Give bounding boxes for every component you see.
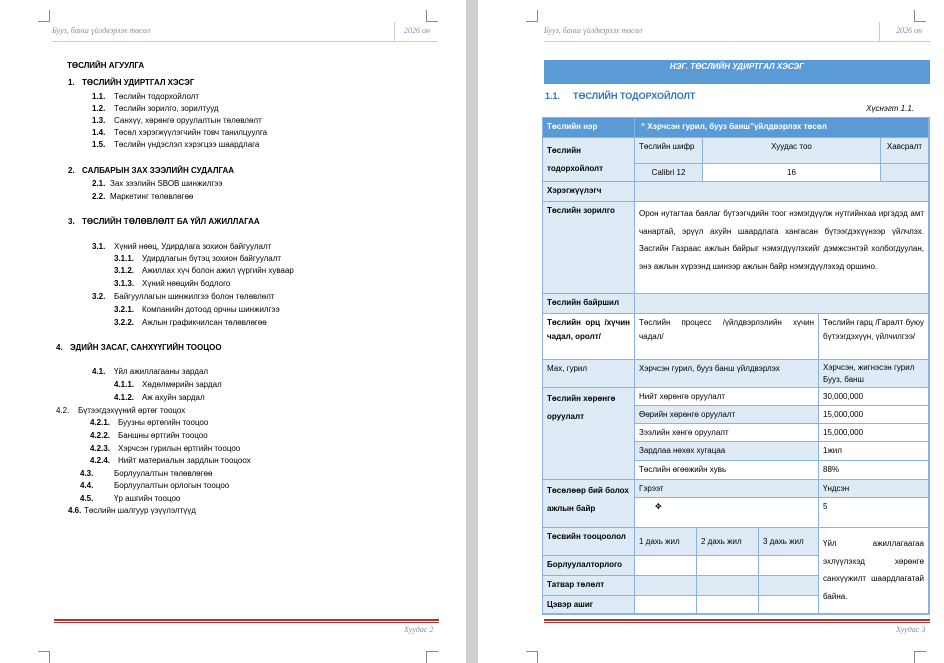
toc-number: 2.2.	[92, 192, 106, 201]
toc-text: Төслийн тодорхойлолт	[114, 92, 200, 101]
toc-number: 4.1.1.	[114, 380, 135, 389]
toc-number: 4.2.3.	[90, 444, 111, 453]
output-value: Хэрчсэн, жигнэсэн гурил Бууз, банш	[819, 360, 929, 388]
toc-entry[interactable]	[114, 393, 205, 402]
toc-text: ТӨСЛИЙН ТӨЛӨВЛӨЛТ БА ҮЙЛ АЖИЛЛАГАА	[82, 217, 260, 226]
toc-text: Борлуулалтын орлогын тооцоо	[114, 481, 230, 490]
invest-row-label: Төслийн өгөөжийн хувь	[635, 461, 819, 480]
toc-number: 1.2.	[92, 104, 106, 113]
toc-entry[interactable]	[68, 166, 234, 175]
profit-y1	[635, 596, 697, 614]
font-label: Төслийн шифр	[635, 138, 703, 164]
footer-rule	[544, 619, 930, 623]
toc-text: Бүтээгдэхүүний өртөг тооцох	[78, 406, 186, 415]
goal-label: Төслийн зорилго	[543, 202, 635, 294]
page-2	[0, 0, 466, 663]
invest-row-value: 1жил	[819, 442, 929, 461]
permanent-label: Үндсэн	[819, 480, 929, 498]
tax-label: Татвар төлөлт	[543, 576, 635, 596]
output-label: Төслийн гарц /Гаралт буюу бүтээгдэхүүн, үйлчилгээ/	[819, 314, 929, 360]
project-name-label: Төслийн нэр	[543, 118, 635, 138]
crop-mark	[426, 651, 438, 663]
crop-mark	[426, 10, 438, 22]
page-number: Хуудас 3	[896, 625, 926, 634]
toc-entry[interactable]	[80, 469, 212, 478]
calc-note: Үйл ажиллагаагаа эхлүүлэхэд хөрөнгө санхүүжилт шаардлагатай байна.	[819, 528, 929, 614]
section-heading	[545, 91, 695, 101]
header-underline	[544, 41, 930, 42]
toc-text: Хэрчсэн гурилын өртгийн тооцоо	[118, 444, 241, 453]
crop-mark	[914, 10, 926, 22]
toc-text: Удирдлагын бүтэц зохион байгуулалт	[142, 254, 282, 263]
toc-entry[interactable]	[92, 367, 208, 376]
toc-number: 4.2.1.	[90, 418, 111, 427]
toc-number: 3.1.2.	[114, 266, 135, 275]
toc-text: Компанийн дотоод орчны шинжилгээ	[142, 305, 280, 314]
toc-entry[interactable]	[114, 305, 280, 314]
toc-text: САЛБАРЫН ЗАХ ЗЭЭЛИЙН СУДАЛГАА	[82, 166, 235, 175]
header-divider	[879, 22, 880, 42]
invest-row-value: 88%	[819, 461, 929, 480]
toc-number: 3.1.3.	[114, 279, 135, 288]
toc-number: 1.	[68, 78, 75, 87]
toc-number: 4.2.2.	[90, 431, 111, 440]
implementer-value	[635, 182, 929, 202]
invest-row-value: 30,000,000	[819, 388, 929, 406]
toc-number: 1.3.	[92, 116, 106, 125]
toc-entry[interactable]	[92, 192, 193, 201]
invest-row-label: Зээлийн хөнгө оруулалт	[635, 424, 819, 442]
toc-entry[interactable]	[114, 380, 222, 389]
invest-row-label: Өөрийн хөрөнгө оруулалт	[635, 406, 819, 424]
crop-mark	[38, 651, 50, 663]
toc-entry[interactable]	[92, 128, 267, 137]
tax-y1	[635, 576, 697, 596]
toc-number: 4.2.	[56, 406, 70, 415]
toc-text: Төслийн шалгуур үзүүлэлтүүд	[84, 506, 196, 515]
header-title: Бууз, банш үйлдвэрлэх төсөл	[52, 26, 151, 35]
sales-y3	[759, 556, 819, 576]
toc-entry[interactable]	[92, 179, 222, 188]
year-1: 1 дахь жил	[635, 528, 697, 556]
invest-row-value: 15,000,000	[819, 406, 929, 424]
permanent-value: 5	[819, 498, 929, 528]
toc-text: Борлуулалтын төлөвлөгөө	[114, 469, 213, 478]
header-year: 2026 он	[404, 26, 430, 35]
toc-text: ЭДИЙН ЗАСАГ, САНХҮҮГИЙН ТООЦОО	[70, 343, 222, 352]
toc-number: 4.5.	[80, 494, 94, 503]
page-number: Хуудас 2	[404, 625, 434, 634]
toc-number: 3.2.1.	[114, 305, 135, 314]
toc-entry[interactable]	[114, 266, 294, 275]
toc-number: 4.3.	[80, 469, 94, 478]
toc-text: Нийт материалын зардлын тооцоох	[118, 456, 251, 465]
toc-number: 1.5.	[92, 140, 106, 149]
toc-text: Аж ахуйн зардал	[142, 393, 205, 402]
page-header	[52, 22, 438, 42]
contract-value	[635, 498, 819, 528]
crop-mark	[38, 10, 50, 22]
toc-text: ТӨСЛИЙН УДИРТГАЛ ХЭСЭГ	[82, 78, 195, 87]
toc-text: Үйл ажиллагааны зардал	[114, 367, 209, 376]
invest-row-label: Зардлаа нөхөх хугацаа	[635, 442, 819, 461]
toc-text: Ажлын графикчилсан төлөвлөгөө	[142, 318, 267, 327]
page-header	[544, 22, 930, 42]
toc-number: 3.2.2.	[114, 318, 135, 327]
toc-entry[interactable]	[92, 140, 259, 149]
toc-number: 2.	[68, 166, 75, 175]
toc-title: ТӨСЛИЙН АГУУЛГА	[67, 61, 145, 70]
attachment-value	[881, 164, 929, 182]
page-gap	[466, 0, 478, 663]
profit-label: Цэвэр ашиг	[543, 596, 635, 614]
io-label: Төслийн орц /хүчин чадал, оролт/	[543, 314, 635, 360]
toc-text: Санхүү, хөрөнгө оруулалтын төлөвлөлт	[114, 116, 262, 125]
location-label: Төслийн байршил	[543, 294, 635, 314]
section-title: ТӨСЛИЙН ТОДОРХОЙЛОЛТ	[573, 91, 696, 101]
toc-text: Ажиллах хүч болон ажил үүргийн хуваар	[142, 266, 294, 275]
toc-entry[interactable]	[90, 418, 208, 427]
attachment-label: Хавсралт	[881, 138, 929, 164]
toc-entry[interactable]	[90, 456, 251, 465]
toc-entry[interactable]	[68, 78, 194, 87]
toc-number: 4.6.	[68, 506, 82, 515]
toc-entry[interactable]	[92, 104, 219, 113]
toc-number: 4.2.4.	[90, 456, 111, 465]
process-label: Төслийн процесс /үйлдвэрлэлийн хүчин чадал/	[635, 314, 819, 360]
toc-number: 2.1.	[92, 179, 106, 188]
invest-row-label: Нийт хөрөнгө оруулалт	[635, 388, 819, 406]
crop-mark	[526, 10, 538, 22]
toc-number: 3.1.	[92, 242, 106, 251]
toc-number: 4.4.	[80, 481, 94, 490]
toc-number: 3.1.1.	[114, 254, 135, 263]
toc-number: 1.1.	[92, 92, 106, 101]
tax-y2	[697, 576, 759, 596]
toc-entry[interactable]	[68, 506, 196, 515]
contract-label: Гэрээт	[635, 480, 819, 498]
goal-text: Орон нутагтаа баялаг бүтээгчдийн тоог нэмэгдүүлж нутгийнхаа иргэдэд амт чанартай, эрүүл ахуйн шаардлага хангасан бүтээгдэхүүнээр үйлчлэх. Засгийн Газраас ажлын байрыг нэмэгдүүлэхийг дэмжсэнтэй холбогдуулан, энэ ажлын хүрээнд шинээр ажлын байр нэмэгдүүлэхэд оршино.	[635, 202, 929, 294]
toc-entry[interactable]	[114, 279, 230, 288]
calc-label: Төсвийн тооцоолол	[543, 528, 635, 556]
crop-mark	[526, 651, 538, 663]
table-caption: Хүснэгт 1.1.	[866, 104, 914, 113]
section-number: 1.1.	[545, 91, 561, 101]
year-2: 2 дахь жил	[697, 528, 759, 556]
implementer-label: Хэрэгжүүлэгч	[543, 182, 635, 202]
header-underline	[52, 41, 438, 42]
toc-entry[interactable]	[92, 292, 275, 301]
year-3: 3 дахь жил	[759, 528, 819, 556]
toc-number: 3.2.	[92, 292, 106, 301]
footer-rule	[54, 619, 439, 623]
header-divider	[394, 22, 395, 42]
toc-number: 1.4.	[92, 128, 106, 137]
toc-text: Баншны өртгийн тооцоо	[118, 431, 208, 440]
toc-entry[interactable]	[92, 92, 199, 101]
jobs-label: Төсөлөөр бий болох ажлын байр	[543, 480, 635, 528]
input-value: Мах, гурил	[543, 360, 635, 388]
toc-text: Хөдөлмөрийн зардал	[142, 380, 222, 389]
toc-number: 3.	[68, 217, 75, 226]
location-value	[635, 294, 929, 314]
definition-label: Төслийн тодорхойлолт	[543, 138, 635, 182]
toc-entry[interactable]	[114, 318, 267, 327]
toc-text: Маркетинг төлөвлөгөө	[110, 192, 194, 201]
invest-row-value: 15,000,000	[819, 424, 929, 442]
process-value: Хэрчсэн гурил, бууз банш үйлдвэрлэх	[635, 360, 819, 388]
header-year: 2026 он	[896, 26, 922, 35]
toc-text: Буузны өртөгийн тооцоо	[118, 418, 209, 427]
chapter-heading: НЭГ. ТӨСЛИЙН УДИРТГАЛ ХЭСЭГ	[544, 60, 930, 84]
toc-entry[interactable]	[80, 481, 229, 490]
investment-label: Төслийн хөрөнгө оруулалт	[543, 388, 635, 480]
toc-number: 4.1.	[92, 367, 106, 376]
font-value: Calibri 12	[635, 164, 703, 182]
crop-mark	[914, 651, 926, 663]
profit-y2	[697, 596, 759, 614]
toc-text: Зах зээлийн SВОВ шинжилгээ	[110, 179, 223, 188]
toc-entry[interactable]	[80, 494, 180, 503]
toc-text: Байгууллагын шинжилгээ болон төлөвлөлт	[114, 292, 275, 301]
toc-number: 4.1.2.	[114, 393, 135, 402]
toc-text: Төслийн зорилго, зорилтууд	[114, 104, 219, 113]
toc-text: Үр ашгийн тооцоо	[114, 494, 181, 503]
sales-y1	[635, 556, 697, 576]
sales-y2	[697, 556, 759, 576]
toc-entry[interactable]	[56, 406, 185, 415]
toc-text: Хүний нөөцийн бодлого	[142, 279, 231, 288]
toc-number: 4.	[56, 343, 63, 352]
header-title: Бууз, банш үйлдвэрлэх төсөл	[544, 26, 643, 35]
sales-label: Борлуулалторлого	[543, 556, 635, 576]
toc-text: Хүний нөөц, Удирдлага зохион байгуулалт	[114, 242, 272, 251]
toc-entry[interactable]	[92, 242, 271, 251]
project-name-value: “ Хэрчсэн гурил, бууз банш”үйлдвэрлэх төсөл	[635, 118, 929, 138]
toc-entry[interactable]	[90, 444, 240, 453]
move-handle-icon[interactable]: ✥	[655, 502, 662, 511]
page-count-value: 16	[703, 164, 881, 182]
toc-entry[interactable]	[90, 431, 208, 440]
toc-entry[interactable]	[68, 217, 260, 226]
tax-y3	[759, 576, 819, 596]
toc-entry[interactable]	[56, 343, 222, 352]
project-definition-table	[542, 117, 930, 615]
toc-text: Төсөл хэрэгжүүлэгчийн товч танилцуулга	[114, 128, 268, 137]
toc-entry[interactable]	[92, 116, 262, 125]
profit-y3	[759, 596, 819, 614]
toc-entry[interactable]	[114, 254, 281, 263]
page-count-label: Хуудас тоо	[703, 138, 881, 164]
toc-text: Төслийн үндэслэл хэрэгцээ шаардлага	[114, 140, 260, 149]
